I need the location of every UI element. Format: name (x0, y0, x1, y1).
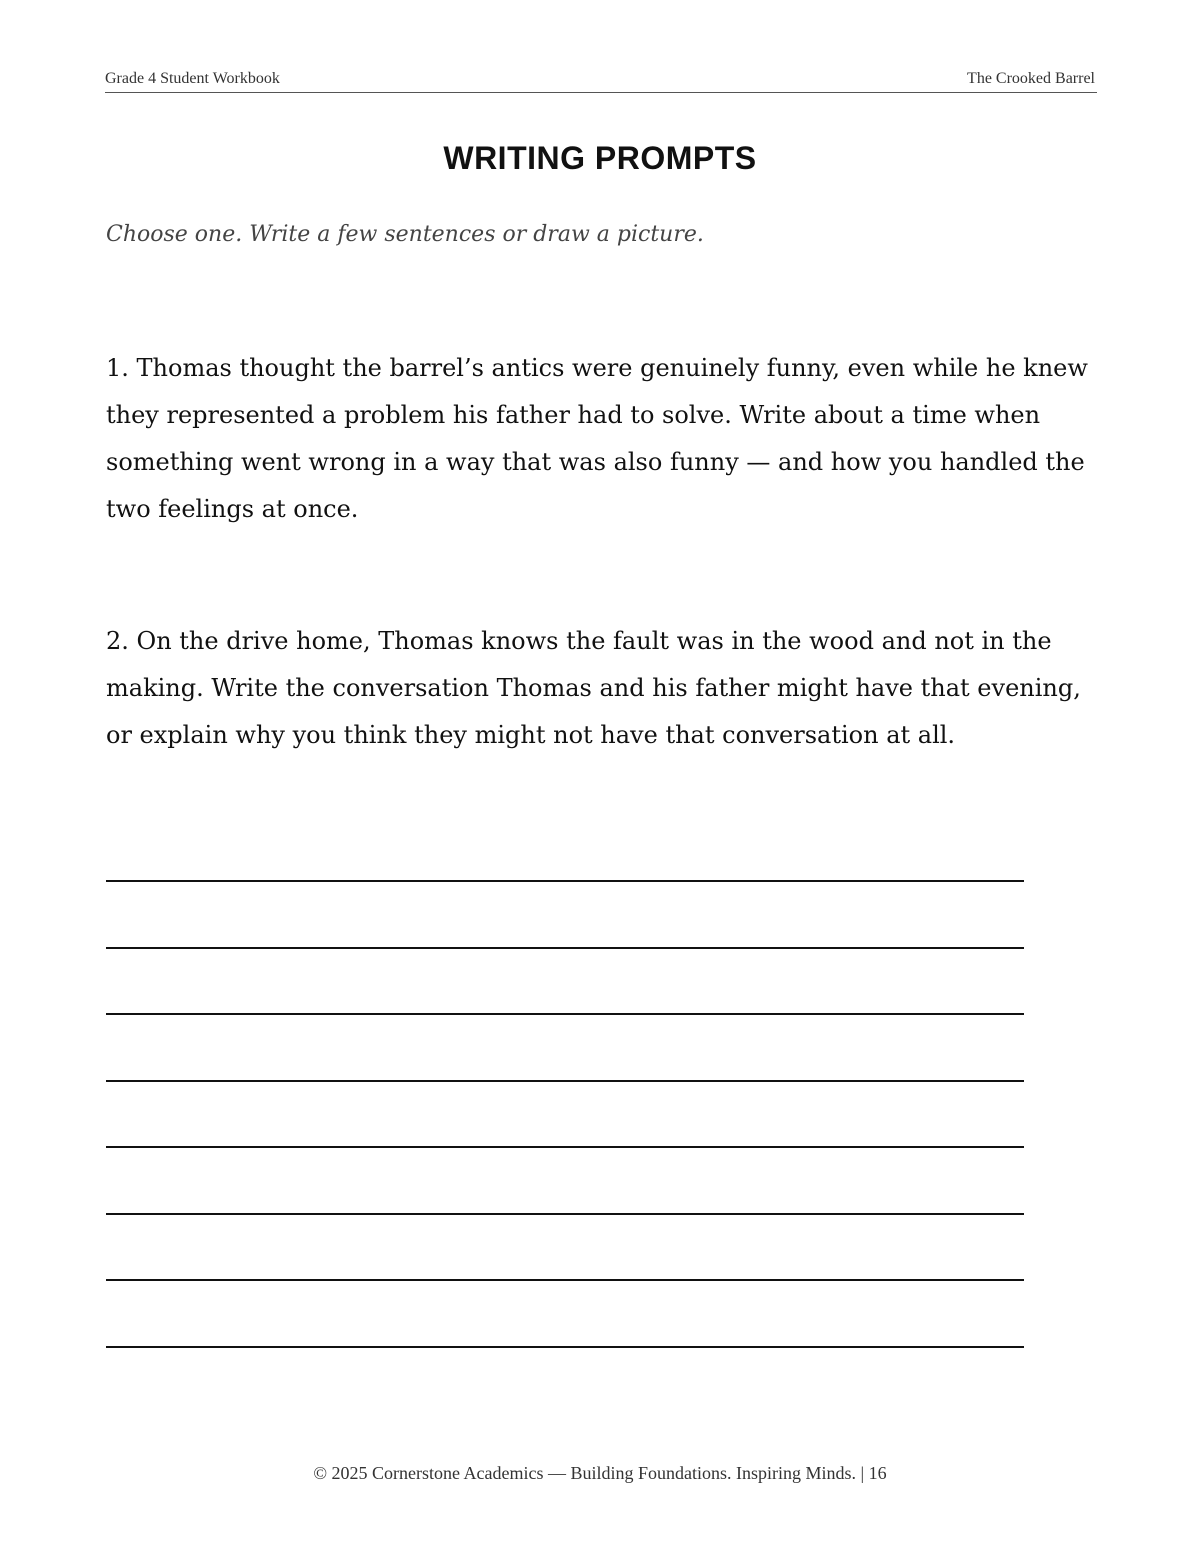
answer-line[interactable] (106, 1346, 1024, 1348)
answer-line[interactable] (106, 1013, 1024, 1015)
page-title: WRITING PROMPTS (443, 140, 757, 176)
answer-line[interactable] (106, 1213, 1024, 1215)
page-footer: © 2025 Cornerstone Academics — Building Foundations. Inspiring Minds. | 16 (313, 1463, 887, 1483)
header-story-title: The Crooked Barrel (967, 70, 1095, 87)
answer-line[interactable] (106, 1146, 1024, 1148)
answer-lines (106, 880, 1024, 1412)
page-header (105, 68, 1097, 93)
writing-prompt-1: 1. Thomas thought the barrel’s antics were genuinely funny, even while he knew they represented a problem his father had to solve. Write about a time when something went wrong in a way that was also funny — and how you handled the two feelings at once. (106, 354, 1088, 523)
instructions: Choose one. Write a few sentences or draw a picture. (106, 222, 704, 247)
answer-line[interactable] (106, 1080, 1024, 1082)
header-workbook-title: Grade 4 Student Workbook (105, 70, 280, 87)
writing-prompt-2: 2. On the drive home, Thomas knows the fault was in the wood and not in the making. Write the conversation Thomas and his father might have that evening, or explain why you think they might not have that conversation at all. (106, 627, 1081, 749)
answer-line[interactable] (106, 880, 1024, 882)
answer-line[interactable] (106, 947, 1024, 949)
answer-line[interactable] (106, 1279, 1024, 1281)
